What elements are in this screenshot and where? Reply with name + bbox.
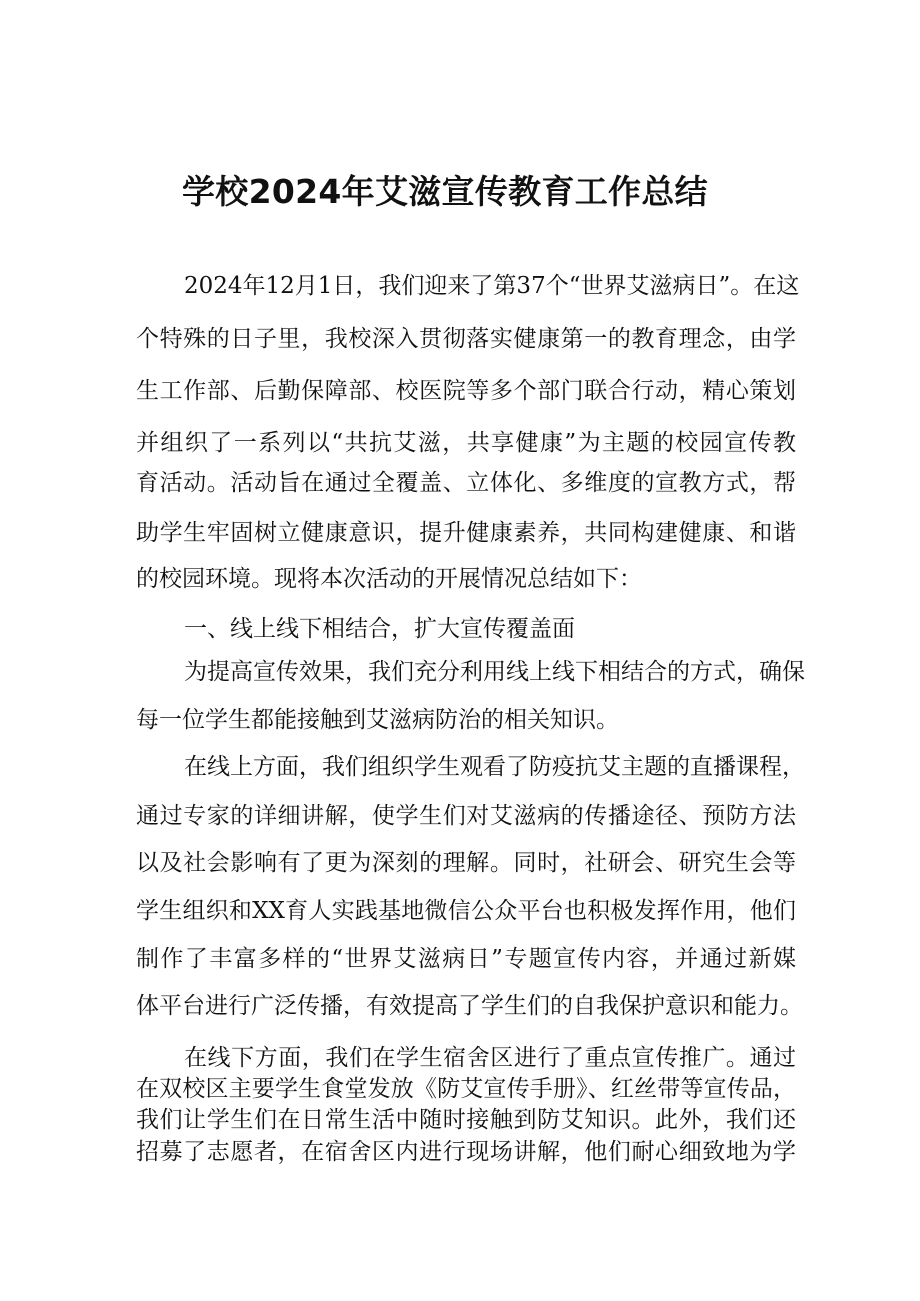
intro-line-7: 的校园环境。现将本次活动的开展情况总结如下： <box>136 566 642 592</box>
para3-line-1: 在线下方面，我们在学生宿舍区进行了重点宣传推广。通过 <box>184 1045 796 1071</box>
intro-line-3: 生工作部、后勤保障部、校医院等多个部门联合行动，精心策划 <box>136 378 796 404</box>
intro-line-4: 并组织了一系列以“共抗艾滋，共享健康”为主题的校园宣传教 <box>136 430 796 456</box>
para1-line-1: 为提高宣传效果，我们充分利用线上线下相结合的方式，确保 <box>184 659 805 685</box>
para2-line-2: 通过专家的详细讲解，使学生们对艾滋病的传播途径、预防方法 <box>136 803 796 829</box>
para2-line-3: 以及社会影响有了更为深刻的理解。同时，社研会、研究生会等 <box>136 850 796 876</box>
para2-line-5: 制作了丰富多样的“世界艾滋病日”专题宣传内容，并通过新媒 <box>136 946 796 972</box>
para3-line-4: 招募了志愿者，在宿舍区内进行现场讲解，他们耐心细致地为学 <box>136 1139 796 1165</box>
para3-line-2: 在双校区主要学生食堂发放《防艾宣传手册》、红丝带等宣传品， <box>136 1076 796 1102</box>
para1-line-2: 每一位学生都能接触到艾滋病防治的相关知识。 <box>136 707 619 733</box>
intro-line-5: 育活动。活动旨在通过全覆盖、立体化、多维度的宣教方式，帮 <box>136 470 796 496</box>
section-1-heading: 一、线上线下相结合，扩大宣传覆盖面 <box>184 616 575 642</box>
intro-line-2: 个特殊的日子里，我校深入贯彻落实健康第一的教育理念，由学 <box>136 326 796 352</box>
intro-line-6: 助学生牢固树立健康意识，提升健康素养，共同构建健康、和谐 <box>136 520 796 546</box>
para3-line-3: 我们让学生们在日常生活中随时接触到防艾知识。此外，我们还 <box>136 1107 796 1133</box>
para2-line-1: 在线上方面，我们组织学生观看了防疫抗艾主题的直播课程， <box>184 754 805 780</box>
intro-line-1: 2024年12月1日，我们迎来了第37个“世界艾滋病日”。在这 <box>184 273 800 299</box>
para2-line-6: 体平台进行广泛传播，有效提高了学生们的自我保护意识和能力。 <box>136 993 803 1019</box>
para2-line-4: 学生组织和XX育人实践基地微信公众平台也积极发挥作用，他们 <box>136 898 796 924</box>
document-title: 学校2024年艾滋宣传教育工作总结 <box>182 172 708 211</box>
